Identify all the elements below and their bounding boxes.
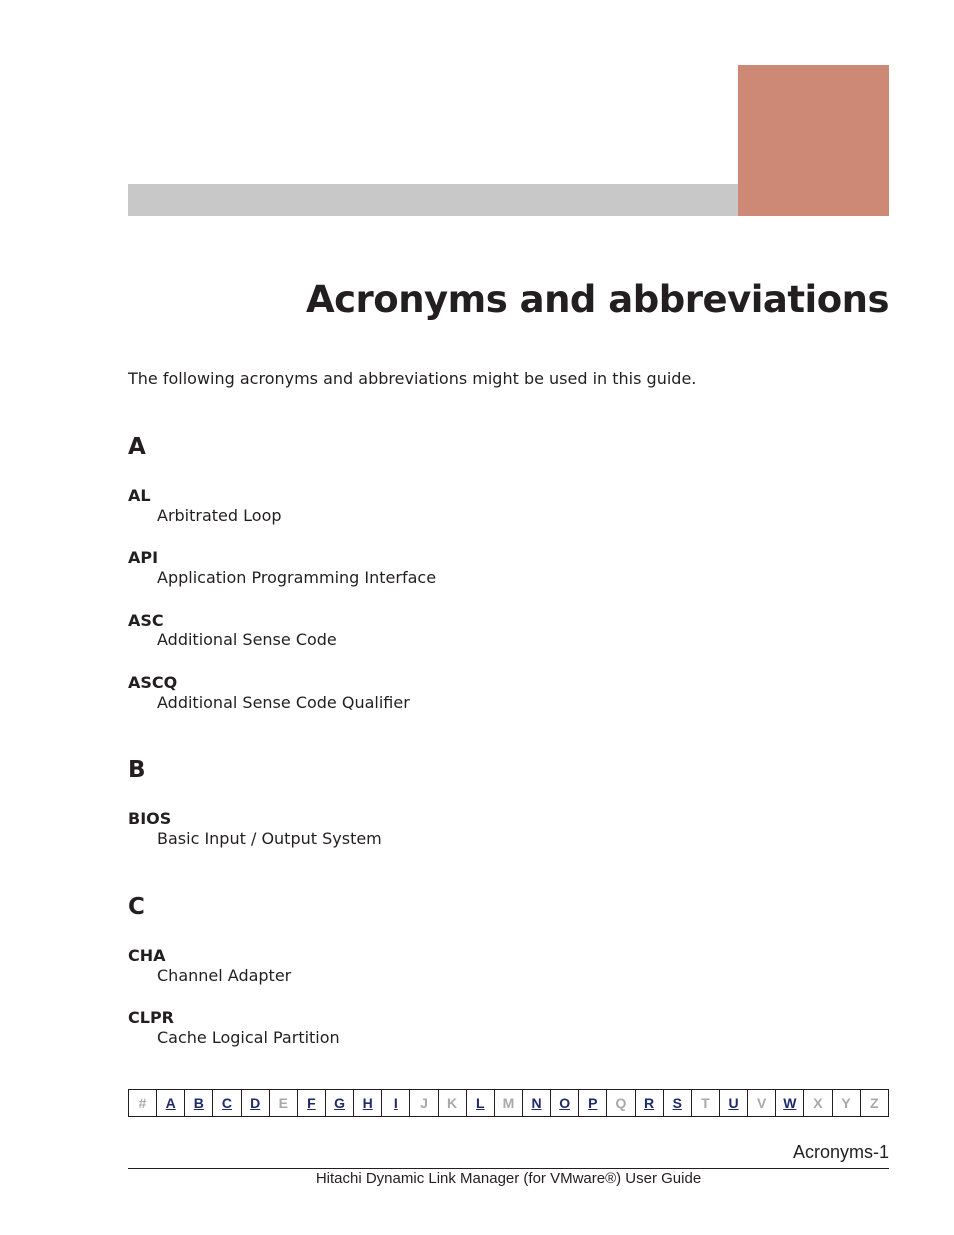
section-letter-a: A	[128, 434, 146, 460]
section-letter-b: B	[128, 757, 146, 783]
alpha-link-j: J	[410, 1090, 438, 1116]
page-title: Acronyms and abbreviations	[305, 278, 889, 321]
definition-asc: Additional Sense Code	[157, 630, 337, 649]
alpha-link-m: M	[495, 1090, 523, 1116]
alpha-link-l[interactable]: L	[467, 1090, 495, 1116]
alpha-link-x: X	[804, 1090, 832, 1116]
footer-divider	[128, 1168, 889, 1169]
term-asc: ASC	[128, 611, 164, 630]
alpha-link-y: Y	[833, 1090, 861, 1116]
alpha-link-h[interactable]: H	[354, 1090, 382, 1116]
term-clpr: CLPR	[128, 1008, 174, 1027]
term-cha: CHA	[128, 946, 166, 965]
alpha-link-u[interactable]: U	[720, 1090, 748, 1116]
alpha-link-f[interactable]: F	[298, 1090, 326, 1116]
alphabet-nav	[128, 1089, 889, 1117]
page-number: Acronyms-1	[792, 1142, 889, 1162]
intro-text: The following acronyms and abbreviations might be used in this guide.	[128, 369, 697, 388]
alpha-link-d[interactable]: D	[242, 1090, 270, 1116]
definition-ascq: Additional Sense Code Qualifier	[157, 693, 410, 712]
header-bar	[128, 184, 738, 216]
alpha-link-g[interactable]: G	[326, 1090, 354, 1116]
term-al: AL	[128, 486, 151, 505]
alpha-link-c[interactable]: C	[213, 1090, 241, 1116]
alpha-link-o[interactable]: O	[551, 1090, 579, 1116]
alpha-link-w[interactable]: W	[776, 1090, 804, 1116]
alpha-link-b[interactable]: B	[185, 1090, 213, 1116]
alpha-link-v: V	[748, 1090, 776, 1116]
term-bios: BIOS	[128, 809, 172, 828]
alpha-link-a[interactable]: A	[157, 1090, 185, 1116]
alpha-link-k: K	[439, 1090, 467, 1116]
alpha-link-t: T	[692, 1090, 720, 1116]
term-api: API	[128, 548, 159, 567]
alpha-link-r[interactable]: R	[636, 1090, 664, 1116]
alpha-link-p[interactable]: P	[579, 1090, 607, 1116]
alpha-link-i[interactable]: I	[382, 1090, 410, 1116]
alpha-link-z: Z	[869, 1095, 879, 1111]
definition-clpr: Cache Logical Partition	[157, 1028, 340, 1047]
definition-al: Arbitrated Loop	[157, 506, 282, 525]
definition-api: Application Programming Interface	[157, 568, 437, 587]
definition-cha: Channel Adapter	[157, 966, 292, 985]
section-letter-c: C	[128, 894, 145, 920]
alpha-link-n[interactable]: N	[523, 1090, 551, 1116]
term-ascq: ASCQ	[128, 673, 178, 692]
alpha-link-q: Q	[607, 1090, 635, 1116]
header-accent-block	[738, 65, 889, 216]
alpha-link-e: E	[270, 1090, 298, 1116]
alpha-link-hash: #	[129, 1090, 157, 1116]
alpha-link-s[interactable]: S	[664, 1090, 692, 1116]
footer-guide-title: Hitachi Dynamic Link Manager (for VMware®) User Guide	[315, 1170, 702, 1187]
definition-bios: Basic Input / Output System	[157, 829, 382, 848]
